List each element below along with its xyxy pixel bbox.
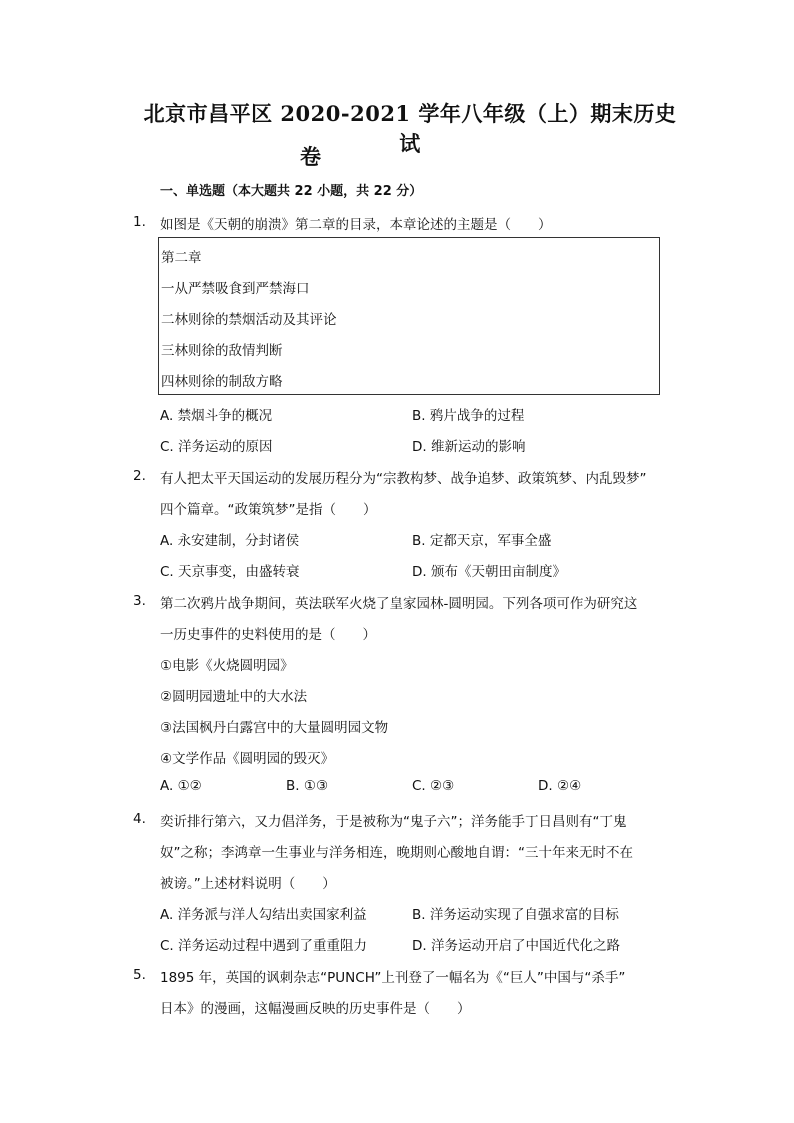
option-d[interactable]: D. 维新运动的影响 bbox=[412, 439, 526, 455]
question-text: 1895 年，英国的讽刺杂志“PUNCH”上刊登了一幅名为《“巨人”中国与“杀手” bbox=[160, 970, 626, 986]
option-d[interactable]: D. 洋务运动开启了中国近代化之路 bbox=[412, 938, 620, 954]
question-text: 日本》的漫画，这幅漫画反映的历史事件是（ ） bbox=[160, 1001, 471, 1017]
question-text: 奕䜣排行第六，又力倡洋务，于是被称为“鬼子六”；洋务能手丁日昌则有“丁鬼 bbox=[160, 814, 627, 830]
question-number: 5. bbox=[133, 967, 146, 983]
option-a[interactable]: A. 洋务派与洋人勾结出卖国家利益 bbox=[160, 907, 367, 923]
option-b[interactable]: B. 定都天京，军事全盛 bbox=[412, 533, 552, 549]
option-c[interactable]: C. 洋务运动的原因 bbox=[160, 439, 273, 455]
question-text: 有人把太平天国运动的发展历程分为“宗教构梦、战争追梦、政策筑梦、内乱毁梦” bbox=[160, 471, 647, 487]
option-a[interactable]: A. ①② bbox=[160, 778, 202, 794]
source-item: ①电影《火烧圆明园》 bbox=[160, 658, 294, 674]
option-d[interactable]: D. 颁布《天朝田亩制度》 bbox=[412, 564, 566, 580]
option-a[interactable]: A. 禁烟斗争的概况 bbox=[160, 408, 273, 424]
question-text: 如图是《天朝的崩溃》第二章的目录，本章论述的主题是（ ） bbox=[160, 217, 552, 233]
option-c[interactable]: C. 天京事变，由盛转衰 bbox=[160, 564, 300, 580]
section-heading: 一、单选题（本大题共 22 小题，共 22 分） bbox=[160, 184, 423, 199]
question-number: 3. bbox=[133, 593, 146, 609]
option-b[interactable]: B. 鸦片战争的过程 bbox=[412, 408, 525, 424]
question-text: 四个篇章。“政策筑梦”是指（ ） bbox=[160, 502, 377, 518]
toc-line: 三林则徐的敌情判断 bbox=[161, 343, 283, 359]
option-c[interactable]: C. ②③ bbox=[412, 778, 455, 794]
source-item: ③法国枫丹白露宫中的大量圆明园文物 bbox=[160, 720, 389, 736]
page-title: 北京市昌平区 2020-2021 学年八年级（上）期末历史试 bbox=[143, 101, 677, 156]
question-number: 2. bbox=[133, 468, 146, 484]
source-item: ②圆明园遗址中的大水法 bbox=[160, 689, 308, 705]
toc-line: 二林则徐的禁烟活动及其评论 bbox=[161, 312, 337, 328]
option-b[interactable]: B. 洋务运动实现了自强求富的目标 bbox=[412, 907, 619, 923]
option-b[interactable]: B. ①③ bbox=[286, 778, 329, 794]
option-c[interactable]: C. 洋务运动过程中遇到了重重阻力 bbox=[160, 938, 368, 954]
question-text: 奴”之称；李鸿章一生事业与洋务相连，晚期则心酸地自谓：“三十年来无时不在 bbox=[160, 845, 633, 861]
question-number: 1. bbox=[133, 214, 146, 230]
question-text: 第二次鸦片战争期间，英法联军火烧了皇家园林-圆明园。下列各项可作为研究这 bbox=[160, 596, 638, 612]
question-text: 被谤。”上述材料说明（ ） bbox=[160, 876, 336, 892]
toc-line: 一从严禁吸食到严禁海口 bbox=[161, 281, 310, 297]
option-d[interactable]: D. ②④ bbox=[538, 778, 582, 794]
page-title-continued: 卷 bbox=[300, 144, 322, 169]
option-a[interactable]: A. 永安建制，分封诸侯 bbox=[160, 533, 300, 549]
toc-line: 四林则徐的制敌方略 bbox=[161, 374, 283, 390]
question-text: 一历史事件的史料使用的是（ ） bbox=[160, 627, 376, 643]
source-item: ④文学作品《圆明园的毁灭》 bbox=[160, 751, 335, 767]
question-number: 4. bbox=[133, 811, 146, 827]
toc-line: 第二章 bbox=[161, 250, 202, 266]
